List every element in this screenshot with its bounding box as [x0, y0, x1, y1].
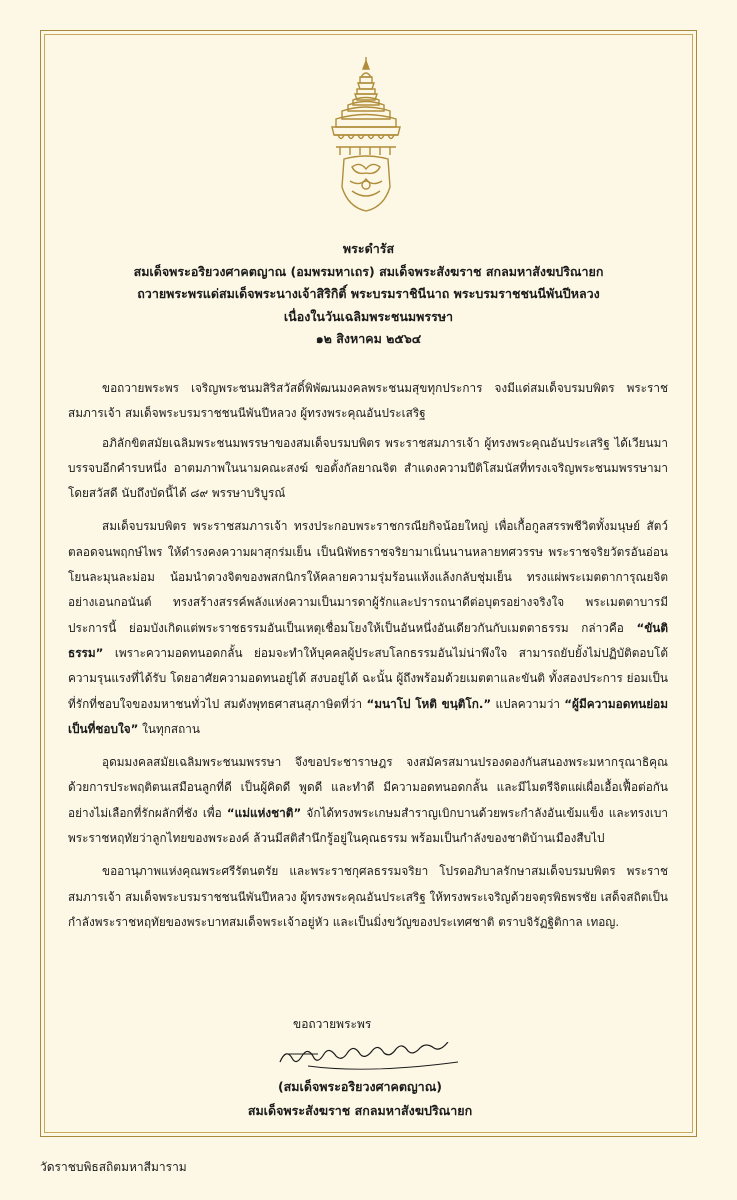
paragraph-3-text-e: ในทุกสถาน	[142, 721, 200, 736]
signatory-title: (สมเด็จพระอริยวงศาคตญาณ)	[277, 1079, 443, 1094]
paragraph-3-text-a: สมเด็จบรมบพิตร พระราชสมภารเจ้า ทรงประกอบพระราชกรณียกิจน้อยใหญ่ เพื่อเกื้อกูลสรรพชีวิตทั้งมนุษย์ สัตว์ ตลอดจนพฤกษ์ไพร ให้ดำรงคงความผาสุกร่มเย็น เป็นนิพัทธราชจริยามาเนิ่นนานหลายทศวรรษ พระราชจริยวัตรอันอ่อนโยนละมุนละม่อม น้อมนำดวงจิตของพสกนิกรให้คลายความรุ่มร้อนแห้งแล้งกลับชุ่มเย็น ทรงแผ่พระเมตตาการุณยจิตอย่างเอนกอนันต์ ทรงสร้างสรรค์พลังแห่งความเป็นมารดาผู้รักและปรารถนาดีต่อบุตรอย่างจริงใจ พระเมตตาบารมีประการนี้ ย่อมบังเกิดแต่พระราชธรรมอันเป็นเหตุเชื่อมโยงให้เป็นอันหนึ่งอันเดียวกันกับเมตตาธรรม กล่าวคือ	[68, 519, 668, 635]
temple-footer: วัดราชบพิธสถิตมหาสีมาราม	[40, 1160, 187, 1174]
speech-body	[68, 376, 668, 943]
paragraph-1: ขอถวายพระพร เจริญพระชนมสิริสวัสดิ์พิพัฒนมงคลพระชนมสุขทุกประการ จงมีแด่สมเด็จบรมบพิตร พระราชสมภารเจ้า สมเด็จพระบรมราชชนนีพันปีหลวง ผู้ทรงพระคุณอันประเสริฐ	[68, 381, 668, 421]
paragraph-2: อภิลักขิตสมัยเฉลิมพระชนมพรรษาของสมเด็จบรมบพิตร พระราชสมภารเจ้า ผู้ทรงพระคุณอันประเสริฐ ได้เวียนมาบรรจบอีกคำรบหนึ่ง อาตมภาพในนามคณะสงฆ์ ขอตั้งกัลยาณจิต สำแดงความปีติโสมนัสที่ทรงเจริญพระชนมพรรษามาโดยสวัสดี นับถึงบัดนี้ได้ ๘๙ พรรษาบริบูรณ์	[68, 435, 668, 501]
paragraph-3-text-d: แปลความว่า	[495, 696, 560, 711]
document-header	[60, 238, 677, 351]
header-recipient: ถวายพระพรแด่สมเด็จพระนางเจ้าสิริกิติ์ พระบรมราชินีนาถ พระบรมราชชนนีพันปีหลวง	[137, 286, 600, 301]
emphasis-khanti-dhamma: “ขันติธรรม”	[68, 620, 668, 660]
supreme-patriarch-emblem-icon	[326, 55, 406, 220]
paragraph-3	[68, 514, 668, 742]
emphasis-pali-proverb: “มนาโป โหติ ขนฺติโก.”	[366, 696, 492, 711]
header-title: พระดำรัส	[342, 241, 395, 256]
header-occasion: เนื่องในวันเฉลิมพระชนมพรรษา	[283, 308, 454, 324]
paragraph-3-text-c: เพราะความอดทนอดกลั้น ย่อมจะทำให้บุคคลผู้ประสบโลกธรรมอันไม่น่าพึงใจ สามารถยับยั้งไม่ปฏิบัติตอบโต้ความรุนแรงที่ได้รับ โดยอาศัยความอดทนอยู่ได้ สงบอยู่ได้ ฉะนั้น ผู้ถึงพร้อมด้วยเมตตาและขันติ ทั้งสองประการ ย่อมเป็นที่รักที่ชอบใจของมหาชนทั่วไป สมดังพุทธศาสนสุภาษิตที่ว่า	[68, 645, 669, 711]
closing-salutation: ขอถวายพระพร	[293, 1017, 372, 1031]
emphasis-mother-of-nation: “แม่แห่งชาติ”	[226, 805, 302, 820]
signatory-block	[200, 1075, 520, 1123]
paragraph-4	[68, 750, 668, 851]
signatory-position: สมเด็จพระสังฆราช สกลมหาสังฆปริณายก	[247, 1103, 473, 1118]
header-date: ๑๒ สิงหาคม ๒๕๖๔	[315, 331, 422, 346]
paragraph-4-text-c: จักได้ทรงพระเกษมสำราญเบิกบานด้วยพระกำลังอันเข้มแข็ง และทรงเบาพระราชหฤทัยว่าลูกไทยของพระองค์ ล้วนมีสติสำนึกรู้อยู่ในคุณธรรม พร้อมเป็นกำลังของชาติบ้านเมืองสืบไป	[68, 805, 668, 846]
emphasis-proverb-translation: “ผู้มีความอดทนย่อมเป็นที่ชอบใจ”	[68, 696, 668, 736]
paragraph-4-text-a: อุดมมงคลสมัยเฉลิมพระชนมพรรษา จึงขอประชาราษฎร จงสมัครสมานปรองดองกันสนองพระมหากรุณาธิคุณด้วยการประพฤติตนเสมือนลูกที่ดี เป็นผู้คิดดี พูดดี และทำดี มีความอดทนอดกลั้น และมีไมตรีจิตแผ่เผื่อเอื้อเฟื้อต่อกันอย่างไม่เลือกที่รักผลักที่ชัง เพื่อ	[68, 755, 668, 820]
handwritten-signature-icon	[278, 1042, 478, 1072]
header-author: สมเด็จพระอริยวงศาคตญาณ (อมพรมหาเถร) สมเด็จพระสังฆราช สกลมหาสังฆปริณายก	[133, 263, 604, 279]
paragraph-5: ขออานุภาพแห่งคุณพระศรีรัตนตรัย และพระราชกุศลธรรมจริยา โปรดอภิบาลรักษาสมเด็จบรมบพิตร พระราชสมภารเจ้า สมเด็จพระบรมราชชนนีพันปีหลวง ผู้ทรงพระคุณอันประเสริฐ ให้ทรงพระเจริญด้วยจตุรพิธพรชัย เสด็จสถิตเป็นกำลังพระราชหฤทัยของพระบาทสมเด็จพระเจ้าอยู่หัว และเป็นมิ่งขวัญของประเทศชาติ ตราบจิรัฏฐิติกาล เทอญ.	[68, 864, 668, 929]
